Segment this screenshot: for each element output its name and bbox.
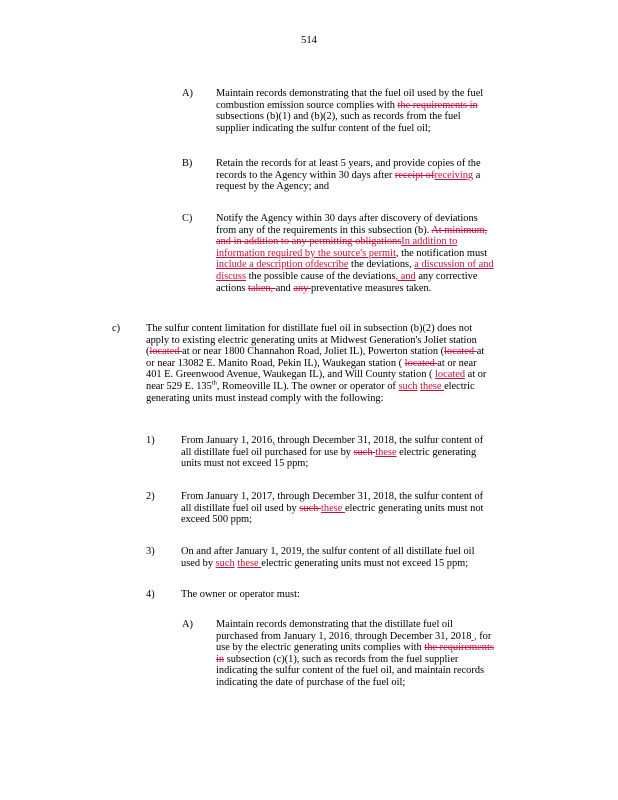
deleted-text: and in addition to any permitting obligations — [216, 236, 402, 248]
item-text: On and after January 1, 2019, the sulfur content of all distillate fuel oil used by such these electric generating units must not exceed 15 ppm; — [181, 546, 475, 569]
item-text: From January 1, 2016, through December 31, 2018, the sulfur content of all distillate fuel oil purchased for use by such these electric generating units must not exceed 15 ppm; — [181, 435, 484, 470]
inserted-text: , — [349, 630, 353, 642]
deleted-text: taken, — [248, 282, 276, 294]
item-label: 3) — [146, 546, 155, 557]
item-text: Maintain records demonstrating that the fuel oil used by the fuel combustion emission source complies with the requirements in subsections (b)(1) and (b)(2), such as records from the fuel supplier indicating the sulfur content of the fuel oil; — [216, 88, 484, 134]
inserted-text: a discussion of and — [414, 259, 494, 271]
item-label: 1) — [146, 435, 155, 446]
item-text: Maintain records demonstrating that the distillate fuel oil purchased from January 1, 2016, through December 31, 2018 , for use by the electric generating units complies with the requirements in subsection (c)(1), such as records from the fuel supplier indicating the sulfur content of the fuel oil, and maintain records indicating the date of purchase of the fuel oil; — [216, 619, 494, 688]
inserted-text: these — [420, 380, 445, 392]
item-text: Notify the Agency within 30 days after discovery of deviations from any of the requirements in this subsection (b). At minimum, and in addition to any permitting obligationsIn addition to information required by the source's permit, the notification must include a description ofdescribe the deviations, a discussion of and discuss the possible cause of the deviations, and any corrective actions taken, and any preventative measures taken. — [216, 213, 494, 294]
inserted-text: , — [471, 630, 477, 642]
deleted-text: receipt of — [394, 169, 435, 181]
item-text: The owner or operator must: — [181, 589, 300, 600]
deleted-text: any — [293, 282, 311, 294]
section-label: c) — [112, 323, 121, 334]
inserted-text: receiving — [434, 169, 474, 181]
deleted-text: located — [149, 346, 183, 358]
inserted-text: describe — [313, 259, 349, 271]
deleted-text: such — [299, 502, 321, 514]
deleted-text: such — [353, 446, 376, 458]
item-text: From January 1, 2017, through December 31, 2018, the sulfur content of all distillate fuel oil used by such these electric generating units must not exceed 500 ppm; — [181, 491, 484, 526]
item-label: A) — [182, 88, 193, 99]
inserted-text: discuss — [216, 270, 247, 282]
deleted-text: At minimum, — [431, 224, 488, 236]
item-label: C) — [182, 213, 193, 224]
inserted-text: located — [435, 369, 466, 381]
item-label: 2) — [146, 491, 155, 502]
inserted-text: these — [375, 446, 397, 458]
page-number: 514 — [301, 35, 317, 46]
item-label: A) — [182, 619, 193, 630]
section-text: The sulfur content limitation for distillate fuel oil in subsection (b)(2) does not apply to existing electric generating units at Midwest Generation's Joliet station (located at or near 1800 Channahon Road, Joliet IL), Powerton station (located at or near 13082 E. Manito Road, Pekin IL), Waukegan station ( located at or near 401 E. Greenwood Avenue, Waukegan IL), and Will County station ( located at or near 529 E. 135th, Romeoville IL). The owner or operator of such these electric generating units must instead comply with the following: — [146, 323, 487, 404]
item-text: Retain the records for at least 5 years, and provide copies of the records to the Agency within 30 days after receipt ofreceiving a request by the Agency; and — [216, 158, 481, 193]
item-label: B) — [182, 158, 193, 169]
inserted-text: these — [237, 557, 262, 569]
inserted-text: such — [215, 557, 235, 569]
deleted-text: the requirements in — [397, 99, 478, 111]
inserted-text: such — [398, 380, 418, 392]
inserted-text: include a description of — [216, 259, 314, 271]
item-label: 4) — [146, 589, 155, 600]
inserted-text: information required by the source's permit — [216, 247, 396, 259]
deleted-text: located — [444, 346, 477, 358]
deleted-text: located — [404, 357, 438, 369]
deleted-text: in — [216, 653, 225, 665]
inserted-text: , — [272, 435, 275, 446]
inserted-text: , and — [395, 270, 416, 282]
inserted-text: these — [320, 502, 345, 514]
deleted-text: the requirements — [424, 642, 494, 654]
inserted-text: In addition to — [401, 236, 458, 248]
